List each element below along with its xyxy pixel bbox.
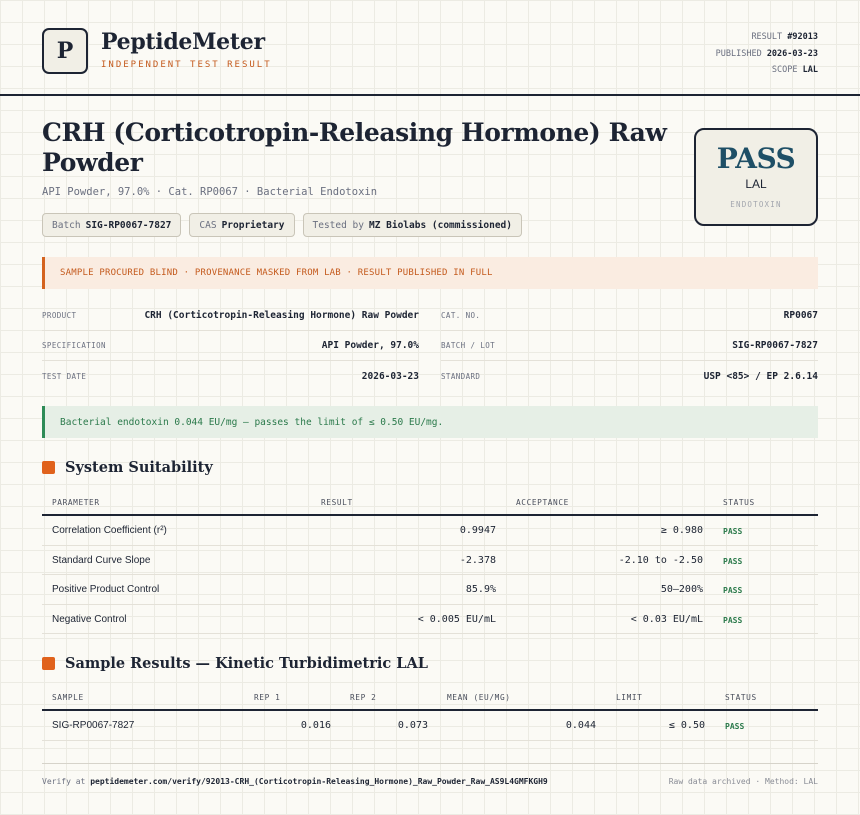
column-header: REP 1 <box>254 693 281 702</box>
info-label: SPECIFICATION <box>42 341 106 350</box>
column-header: SAMPLE <box>52 693 84 702</box>
cell-acceptance: 50–200% <box>660 584 703 595</box>
section-marker-icon <box>42 657 55 670</box>
footer-archive-note: Raw data archived · Method: LAL <box>668 777 818 786</box>
cell-rep1: 0.016 <box>300 720 331 731</box>
info-row-product <box>42 301 419 331</box>
status-badge: PASS <box>723 527 743 536</box>
info-grid-left <box>42 301 419 391</box>
cas-chip-label: CAS <box>199 219 217 231</box>
cell-result: 85.9% <box>465 584 496 595</box>
verdict-category: ENDOTOXIN <box>730 200 782 209</box>
info-grid-right <box>441 301 818 391</box>
meta-published <box>716 46 818 63</box>
cell-parameter: Standard Curve Slope <box>52 554 151 566</box>
info-value: RP0067 <box>783 310 818 321</box>
batch-chip-value: SIG-RP0067-7827 <box>85 219 172 231</box>
status-badge: PASS <box>723 615 743 625</box>
info-label: TEST DATE <box>42 371 87 381</box>
section-title-text: Sample Results — Kinetic Turbidimetric LAL <box>65 655 428 672</box>
tested-by-chip-value: MZ Biolabs (commissioned) <box>368 219 512 231</box>
blind-procurement-banner: SAMPLE PROCURED BLIND · PROVENANCE MASKED FROM LAB · RESULT PUBLISHED IN FULL <box>42 257 818 289</box>
status-badge: PASS <box>725 722 745 731</box>
section-marker-icon <box>42 461 55 474</box>
info-label: BATCH / LOT <box>441 341 496 350</box>
meta-result <box>716 29 818 46</box>
column-header: PARAMETER <box>52 498 100 507</box>
info-value: API Powder, 97.0% <box>321 340 419 351</box>
batch-chip <box>42 213 181 237</box>
meta-published-label: PUBLISHED <box>715 48 762 59</box>
table-row <box>42 516 818 546</box>
info-value: 2026-03-23 <box>361 370 419 382</box>
brand-logo[interactable]: P <box>42 28 88 74</box>
product-chips <box>42 213 522 237</box>
info-row-batch-lot <box>441 331 818 361</box>
meta-result-value: #92013 <box>787 32 818 42</box>
verdict-badge <box>694 128 818 226</box>
cell-result: -2.378 <box>459 554 496 566</box>
info-value: CRH (Corticotropin-Releasing Hormone) Raw Powder <box>144 310 419 321</box>
suitability-table <box>42 488 818 634</box>
status-badge: PASS <box>723 586 743 595</box>
cell-limit: ≤ 0.50 <box>668 720 705 731</box>
cell-parameter: Correlation Coefficient (r²) <box>52 525 167 536</box>
cas-chip <box>189 213 294 237</box>
column-header: RESULT <box>321 498 353 507</box>
header-divider <box>0 94 860 96</box>
verify-link[interactable]: peptidemeter.com/verify/92013-CRH_(Corticotropin-Releasing_Hormone)_Raw_Powder_Raw_AS9L4GMFKGH9 <box>90 777 548 786</box>
column-header: REP 2 <box>350 693 377 702</box>
table-header <box>42 488 818 516</box>
meta-scope-value: LAL <box>802 65 818 75</box>
column-header: STATUS <box>725 693 757 702</box>
info-label: CAT. NO. <box>441 311 481 320</box>
brand-name[interactable]: PeptideMeter <box>101 29 265 55</box>
cell-parameter: Negative Control <box>52 613 127 625</box>
cell-rep2: 0.073 <box>397 720 428 731</box>
info-row-standard <box>441 361 818 391</box>
verify-footer <box>42 777 548 786</box>
page-title: CRH (Corticotropin-Releasing Hormone) Raw Powder <box>42 118 667 177</box>
verdict-word: PASS <box>716 142 796 175</box>
info-value: SIG-RP0067-7827 <box>732 340 818 351</box>
cell-parameter: Positive Product Control <box>52 584 160 595</box>
cell-result: < 0.005 EU/mL <box>417 613 496 625</box>
info-row-test-date <box>42 361 419 391</box>
section-title-samples <box>42 655 428 672</box>
meta-result-label: RESULT <box>751 32 783 42</box>
info-label: STANDARD <box>441 371 481 381</box>
table-row <box>42 605 818 635</box>
result-summary-note: Bacterial endotoxin 0.044 EU/mg — passes the limit of ≤ 0.50 EU/mg. <box>42 406 818 438</box>
cell-result: 0.9947 <box>459 525 496 536</box>
cell-acceptance: ≥ 0.980 <box>660 525 703 536</box>
table-header <box>42 683 818 711</box>
batch-chip-label: Batch <box>52 219 81 231</box>
info-value: USP <85> / EP 2.6.14 <box>703 370 818 382</box>
table-row <box>42 546 818 576</box>
section-title-text: System Suitability <box>65 459 213 476</box>
cell-mean: 0.044 <box>565 720 596 731</box>
cas-chip-value: Proprietary <box>221 219 285 231</box>
tested-by-chip-label: Tested by <box>312 219 364 231</box>
sample-results-table <box>42 683 818 741</box>
column-header: MEAN (EU/MG) <box>447 693 511 702</box>
column-header: LIMIT <box>616 693 643 702</box>
table-row <box>42 575 818 605</box>
section-title-suitability <box>42 459 213 476</box>
info-label: PRODUCT <box>42 311 77 320</box>
cell-acceptance: -2.10 to -2.50 <box>618 554 703 566</box>
product-subtitle: API Powder, 97.0% · Cat. RP0067 · Bacterial Endotoxin <box>42 186 378 198</box>
report-header <box>0 0 860 96</box>
meta-published-value: 2026-03-23 <box>766 48 818 59</box>
verdict-method: LAL <box>745 177 767 191</box>
column-header: ACCEPTANCE <box>516 498 569 507</box>
cell-acceptance: < 0.03 EU/mL <box>630 613 703 625</box>
status-badge: PASS <box>723 556 743 566</box>
tested-by-chip <box>303 213 522 237</box>
meta-scope <box>716 62 818 79</box>
column-header: STATUS <box>723 498 755 507</box>
cell-sample: SIG-RP0067-7827 <box>52 720 135 731</box>
info-row-cat-no <box>441 301 818 331</box>
report-meta <box>716 29 818 79</box>
meta-scope-label: SCOPE <box>771 65 798 75</box>
info-row-specification <box>42 331 419 361</box>
table-row <box>42 711 818 741</box>
footer-divider <box>42 763 818 764</box>
verify-prefix: Verify at <box>42 777 86 786</box>
brand-subtitle: INDEPENDENT TEST RESULT <box>101 60 272 70</box>
